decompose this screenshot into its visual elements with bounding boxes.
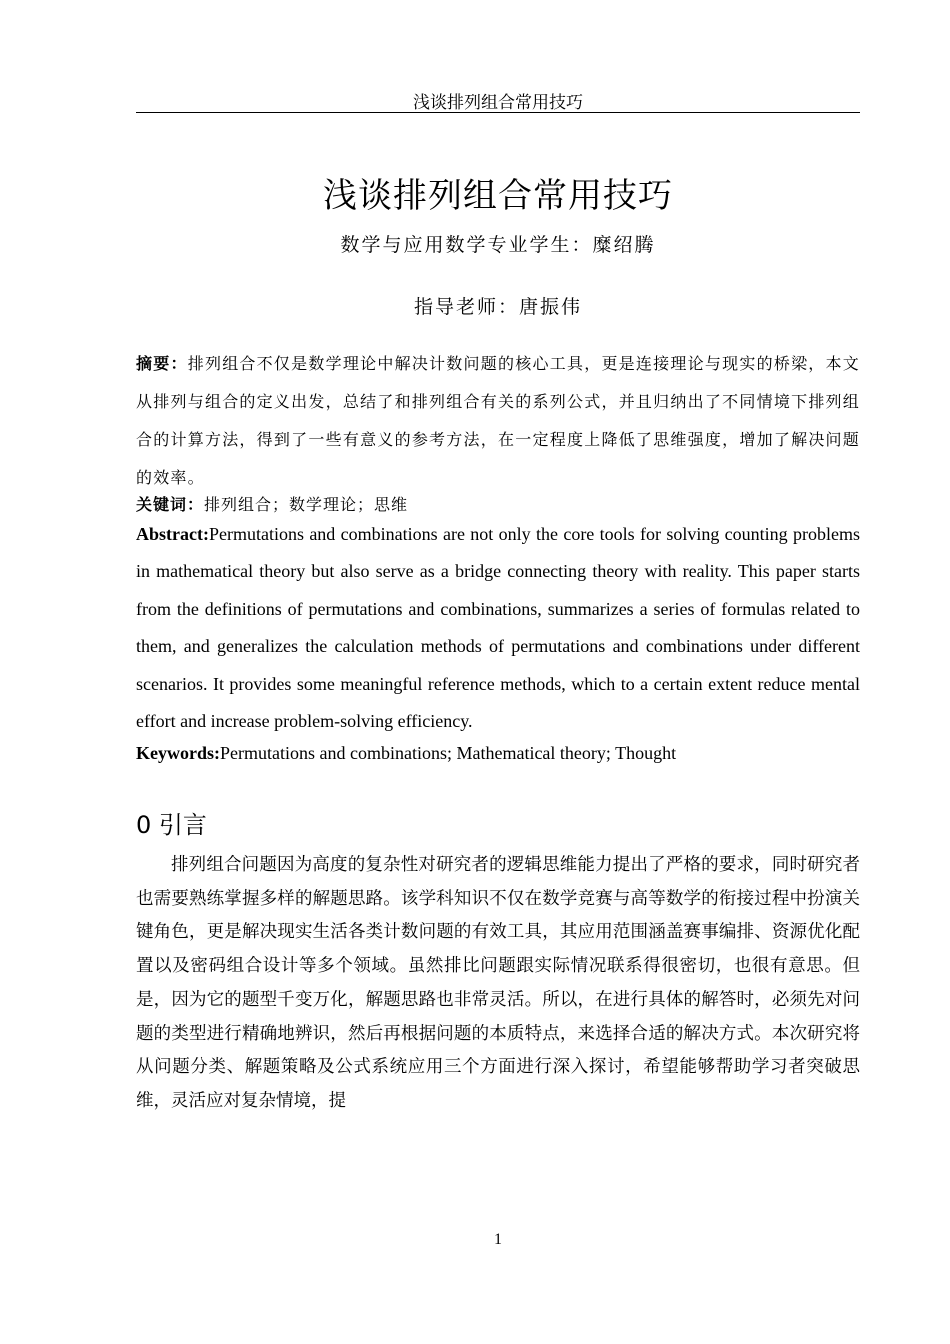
english-abstract-text: Permutations and combinations are not only the core tools for solving counting problems in mathematical theory but also serve as a bridge connecting theory with reality. This paper starts from the definitions of permutations and combinations, summarizes a series of formulas related to them, and generalizes the calculation methods of permutations and combinations under different scenarios. It provides some meaningful reference methods, which to a certain extent reduce mental effort and increase problem-solving efficiency. — [136, 524, 860, 732]
chinese-keywords — [136, 494, 860, 516]
english-keywords-label: Keywords: — [136, 743, 220, 763]
introduction-paragraph: 排列组合问题因为高度的复杂性对研究者的逻辑思维能力提出了严格的要求，同时研究者也需要熟练掌握多样的解题思路。该学科知识不仅在数学竞赛与高等数学的衔接过程中扮演关键角色，更是解决现实生活各类计数问题的有效工具，其应用范围涵盖赛事编排、资源优化配置以及密码组合设计等多个领域。虽然排比问题跟实际情况联系得很密切，也很有意思。但是，因为它的题型千变万化，解题思路也非常灵活。所以，在进行具体的解答时，必须先对问题的类型进行精确地辨识，然后再根据问题的本质特点，来选择合适的解决方式。本次研究将从问题分类、解题策略及公式系统应用三个方面进行深入探讨，希望能够帮助学习者突破思维，灵活应对复杂情境，提 — [136, 855, 860, 1111]
page-number: 1 — [494, 1231, 502, 1248]
english-keywords-text: Permutations and combinations; Mathematical theory; Thought — [220, 743, 677, 763]
running-header: 浅谈排列组合常用技巧 — [413, 93, 583, 113]
english-keywords — [136, 741, 860, 765]
chinese-keywords-label: 关键词： — [136, 495, 205, 514]
author-line: 数学与应用数学专业学生：糜绍腾 — [340, 234, 656, 256]
english-abstract-label: Abstract: — [136, 524, 209, 544]
advisor-line: 指导老师：唐振伟 — [413, 296, 582, 318]
chinese-keywords-text: 排列组合；数学理论；思维 — [204, 495, 409, 514]
english-abstract — [136, 516, 860, 740]
chinese-abstract-label: 摘要： — [136, 354, 188, 373]
header-rule — [136, 112, 860, 113]
section-heading-introduction: 0 引言 — [136, 811, 207, 839]
chinese-abstract-text: 排列组合不仅是数学理论中解决计数问题的核心工具，更是连接理论与现实的桥梁，本文从排列与组合的定义出发，总结了和排列组合有关的系列公式，并且归纳出了不同情境下排列组合的计算方法，得到了一些有意义的参考方法，在一定程度上降低了思维强度，增加了解决问题的效率。 — [136, 354, 860, 487]
paper-title: 浅谈排列组合常用技巧 — [323, 176, 673, 216]
chinese-abstract — [136, 345, 860, 497]
